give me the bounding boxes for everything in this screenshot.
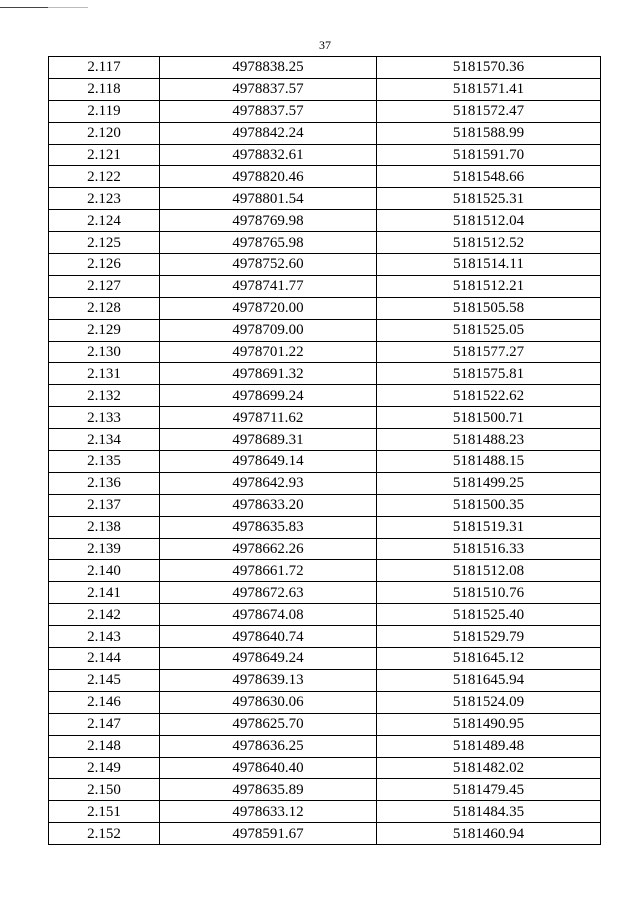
table-row [49,604,601,626]
y-coordinate-cell: 5181488.15 [377,451,601,473]
x-coordinate-cell: 4978765.98 [160,232,377,254]
point-number-cell: 2.148 [49,735,160,757]
x-coordinate-cell: 4978741.77 [160,275,377,297]
point-number-cell: 2.140 [49,560,160,582]
point-number-cell: 2.120 [49,122,160,144]
y-coordinate-cell: 5181516.33 [377,538,601,560]
coordinates-table [48,56,601,845]
x-coordinate-cell: 4978635.83 [160,516,377,538]
table-row [49,100,601,122]
scan-edge-line [48,7,88,8]
point-number-cell: 2.145 [49,669,160,691]
point-number-cell: 2.143 [49,626,160,648]
point-number-cell: 2.150 [49,779,160,801]
x-coordinate-cell: 4978769.98 [160,210,377,232]
y-coordinate-cell: 5181577.27 [377,341,601,363]
x-coordinate-cell: 4978636.25 [160,735,377,757]
x-coordinate-cell: 4978838.25 [160,57,377,79]
table-row [49,254,601,276]
y-coordinate-cell: 5181512.52 [377,232,601,254]
x-coordinate-cell: 4978832.61 [160,144,377,166]
x-coordinate-cell: 4978674.08 [160,604,377,626]
y-coordinate-cell: 5181490.95 [377,713,601,735]
y-coordinate-cell: 5181524.09 [377,691,601,713]
table-row [49,385,601,407]
point-number-cell: 2.132 [49,385,160,407]
x-coordinate-cell: 4978709.00 [160,319,377,341]
table-row [49,429,601,451]
point-number-cell: 2.151 [49,801,160,823]
point-number-cell: 2.125 [49,232,160,254]
table-row [49,57,601,79]
point-number-cell: 2.119 [49,100,160,122]
y-coordinate-cell: 5181505.58 [377,297,601,319]
table-row [49,757,601,779]
table-row [49,232,601,254]
y-coordinate-cell: 5181484.35 [377,801,601,823]
page-number: 37 [319,38,331,52]
table-row [49,713,601,735]
table-row [49,538,601,560]
x-coordinate-cell: 4978591.67 [160,823,377,845]
x-coordinate-cell: 4978640.74 [160,626,377,648]
point-number-cell: 2.124 [49,210,160,232]
point-number-cell: 2.131 [49,363,160,385]
y-coordinate-cell: 5181591.70 [377,144,601,166]
x-coordinate-cell: 4978633.20 [160,494,377,516]
y-coordinate-cell: 5181488.23 [377,429,601,451]
point-number-cell: 2.123 [49,188,160,210]
x-coordinate-cell: 4978661.72 [160,560,377,582]
point-number-cell: 2.133 [49,407,160,429]
point-number-cell: 2.142 [49,604,160,626]
table-row [49,691,601,713]
point-number-cell: 2.135 [49,451,160,473]
point-number-cell: 2.117 [49,57,160,79]
table-row [49,823,601,845]
x-coordinate-cell: 4978752.60 [160,254,377,276]
y-coordinate-cell: 5181479.45 [377,779,601,801]
x-coordinate-cell: 4978837.57 [160,100,377,122]
x-coordinate-cell: 4978701.22 [160,341,377,363]
point-number-cell: 2.118 [49,78,160,100]
table-row [49,78,601,100]
y-coordinate-cell: 5181519.31 [377,516,601,538]
table-row [49,494,601,516]
point-number-cell: 2.129 [49,319,160,341]
table-row [49,188,601,210]
x-coordinate-cell: 4978640.40 [160,757,377,779]
point-number-cell: 2.126 [49,254,160,276]
table-row [49,648,601,670]
y-coordinate-cell: 5181522.62 [377,385,601,407]
point-number-cell: 2.134 [49,429,160,451]
y-coordinate-cell: 5181512.04 [377,210,601,232]
table-row [49,735,601,757]
x-coordinate-cell: 4978691.32 [160,363,377,385]
y-coordinate-cell: 5181570.36 [377,57,601,79]
table-row [49,801,601,823]
y-coordinate-cell: 5181645.12 [377,648,601,670]
y-coordinate-cell: 5181529.79 [377,626,601,648]
table-row [49,144,601,166]
table-row [49,363,601,385]
y-coordinate-cell: 5181525.05 [377,319,601,341]
table-row [49,407,601,429]
x-coordinate-cell: 4978625.70 [160,713,377,735]
x-coordinate-cell: 4978649.24 [160,648,377,670]
x-coordinate-cell: 4978633.12 [160,801,377,823]
point-number-cell: 2.130 [49,341,160,363]
table-row [49,451,601,473]
table-row [49,779,601,801]
y-coordinate-cell: 5181588.99 [377,122,601,144]
point-number-cell: 2.141 [49,582,160,604]
y-coordinate-cell: 5181500.35 [377,494,601,516]
point-number-cell: 2.121 [49,144,160,166]
table-row [49,341,601,363]
x-coordinate-cell: 4978635.89 [160,779,377,801]
x-coordinate-cell: 4978649.14 [160,451,377,473]
y-coordinate-cell: 5181525.31 [377,188,601,210]
x-coordinate-cell: 4978689.31 [160,429,377,451]
table-row [49,275,601,297]
table-row [49,122,601,144]
y-coordinate-cell: 5181512.21 [377,275,601,297]
coordinates-table-body [49,57,601,845]
y-coordinate-cell: 5181645.94 [377,669,601,691]
point-number-cell: 2.137 [49,494,160,516]
table-row [49,560,601,582]
y-coordinate-cell: 5181499.25 [377,472,601,494]
scan-edge-line [0,7,48,8]
x-coordinate-cell: 4978820.46 [160,166,377,188]
y-coordinate-cell: 5181460.94 [377,823,601,845]
y-coordinate-cell: 5181482.02 [377,757,601,779]
y-coordinate-cell: 5181525.40 [377,604,601,626]
point-number-cell: 2.127 [49,275,160,297]
y-coordinate-cell: 5181572.47 [377,100,601,122]
x-coordinate-cell: 4978662.26 [160,538,377,560]
y-coordinate-cell: 5181489.48 [377,735,601,757]
x-coordinate-cell: 4978837.57 [160,78,377,100]
y-coordinate-cell: 5181500.71 [377,407,601,429]
x-coordinate-cell: 4978720.00 [160,297,377,319]
table-row [49,319,601,341]
point-number-cell: 2.139 [49,538,160,560]
table-row [49,472,601,494]
point-number-cell: 2.144 [49,648,160,670]
table-row [49,516,601,538]
x-coordinate-cell: 4978672.63 [160,582,377,604]
point-number-cell: 2.149 [49,757,160,779]
y-coordinate-cell: 5181514.11 [377,254,601,276]
x-coordinate-cell: 4978711.62 [160,407,377,429]
x-coordinate-cell: 4978699.24 [160,385,377,407]
y-coordinate-cell: 5181548.66 [377,166,601,188]
y-coordinate-cell: 5181575.81 [377,363,601,385]
x-coordinate-cell: 4978630.06 [160,691,377,713]
table-row [49,669,601,691]
x-coordinate-cell: 4978842.24 [160,122,377,144]
x-coordinate-cell: 4978639.13 [160,669,377,691]
table-row [49,210,601,232]
table-row [49,626,601,648]
point-number-cell: 2.146 [49,691,160,713]
y-coordinate-cell: 5181510.76 [377,582,601,604]
point-number-cell: 2.147 [49,713,160,735]
y-coordinate-cell: 5181512.08 [377,560,601,582]
point-number-cell: 2.152 [49,823,160,845]
table-row [49,297,601,319]
point-number-cell: 2.128 [49,297,160,319]
point-number-cell: 2.136 [49,472,160,494]
x-coordinate-cell: 4978642.93 [160,472,377,494]
point-number-cell: 2.122 [49,166,160,188]
table-row [49,582,601,604]
x-coordinate-cell: 4978801.54 [160,188,377,210]
point-number-cell: 2.138 [49,516,160,538]
table-row [49,166,601,188]
y-coordinate-cell: 5181571.41 [377,78,601,100]
